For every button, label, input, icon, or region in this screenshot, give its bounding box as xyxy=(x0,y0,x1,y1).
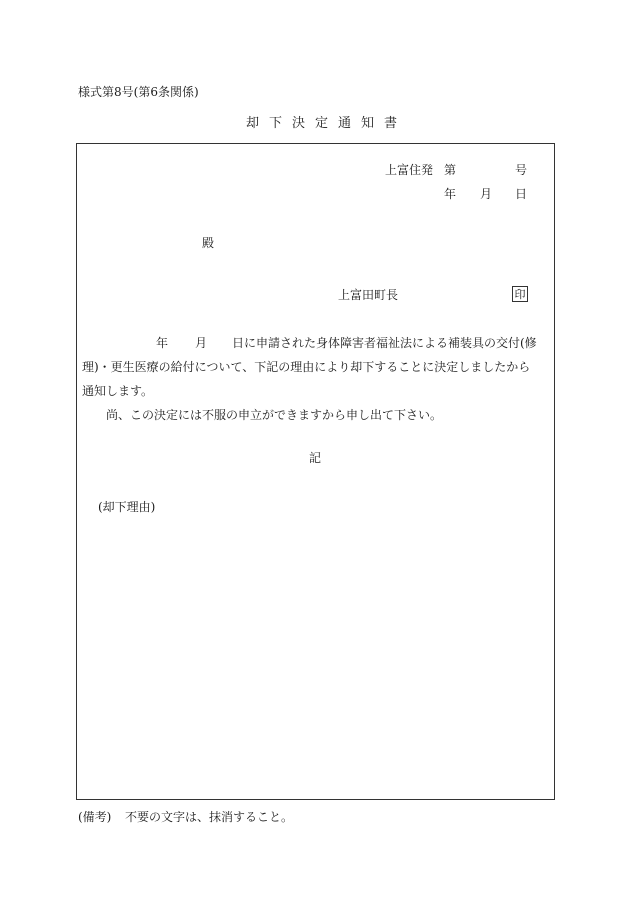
date-day-label: 日 xyxy=(515,187,528,201)
addressee-honorific: 殿 xyxy=(202,236,215,250)
remarks-text: 不要の文字は、抹消すること。 xyxy=(125,810,294,824)
document-frame xyxy=(76,143,555,800)
date-month-label: 月 xyxy=(480,187,493,201)
rejection-reason-label: (却下理由) xyxy=(98,500,156,514)
body-line-2: 理)・更生医療の給付について、下記の理由により却下することに決定しましたから xyxy=(82,360,531,374)
body-line-1: 日に申請された身体障害者福祉法による補装具の交付(修 xyxy=(232,336,537,350)
document-title: 却下決定通知書 xyxy=(246,116,408,131)
mayor-title: 上富田町長 xyxy=(338,288,399,302)
remarks-label: (備考) xyxy=(78,810,112,824)
number-suffix: 号 xyxy=(515,163,528,177)
body-year-label: 年 xyxy=(156,336,169,350)
form-number: 様式第8号(第6条関係) xyxy=(78,85,199,99)
seal-mark: 印 xyxy=(512,286,528,302)
body-line-4: 尚、この決定には不服の申立ができますから申し出て下さい。 xyxy=(106,408,443,422)
issuer-prefix: 上富住発 xyxy=(385,163,434,177)
body-line-3: 通知します。 xyxy=(82,384,154,398)
date-year-label: 年 xyxy=(444,187,457,201)
body-month-label: 月 xyxy=(195,336,208,350)
ki-heading: 記 xyxy=(309,451,322,465)
number-prefix: 第 xyxy=(444,163,457,177)
